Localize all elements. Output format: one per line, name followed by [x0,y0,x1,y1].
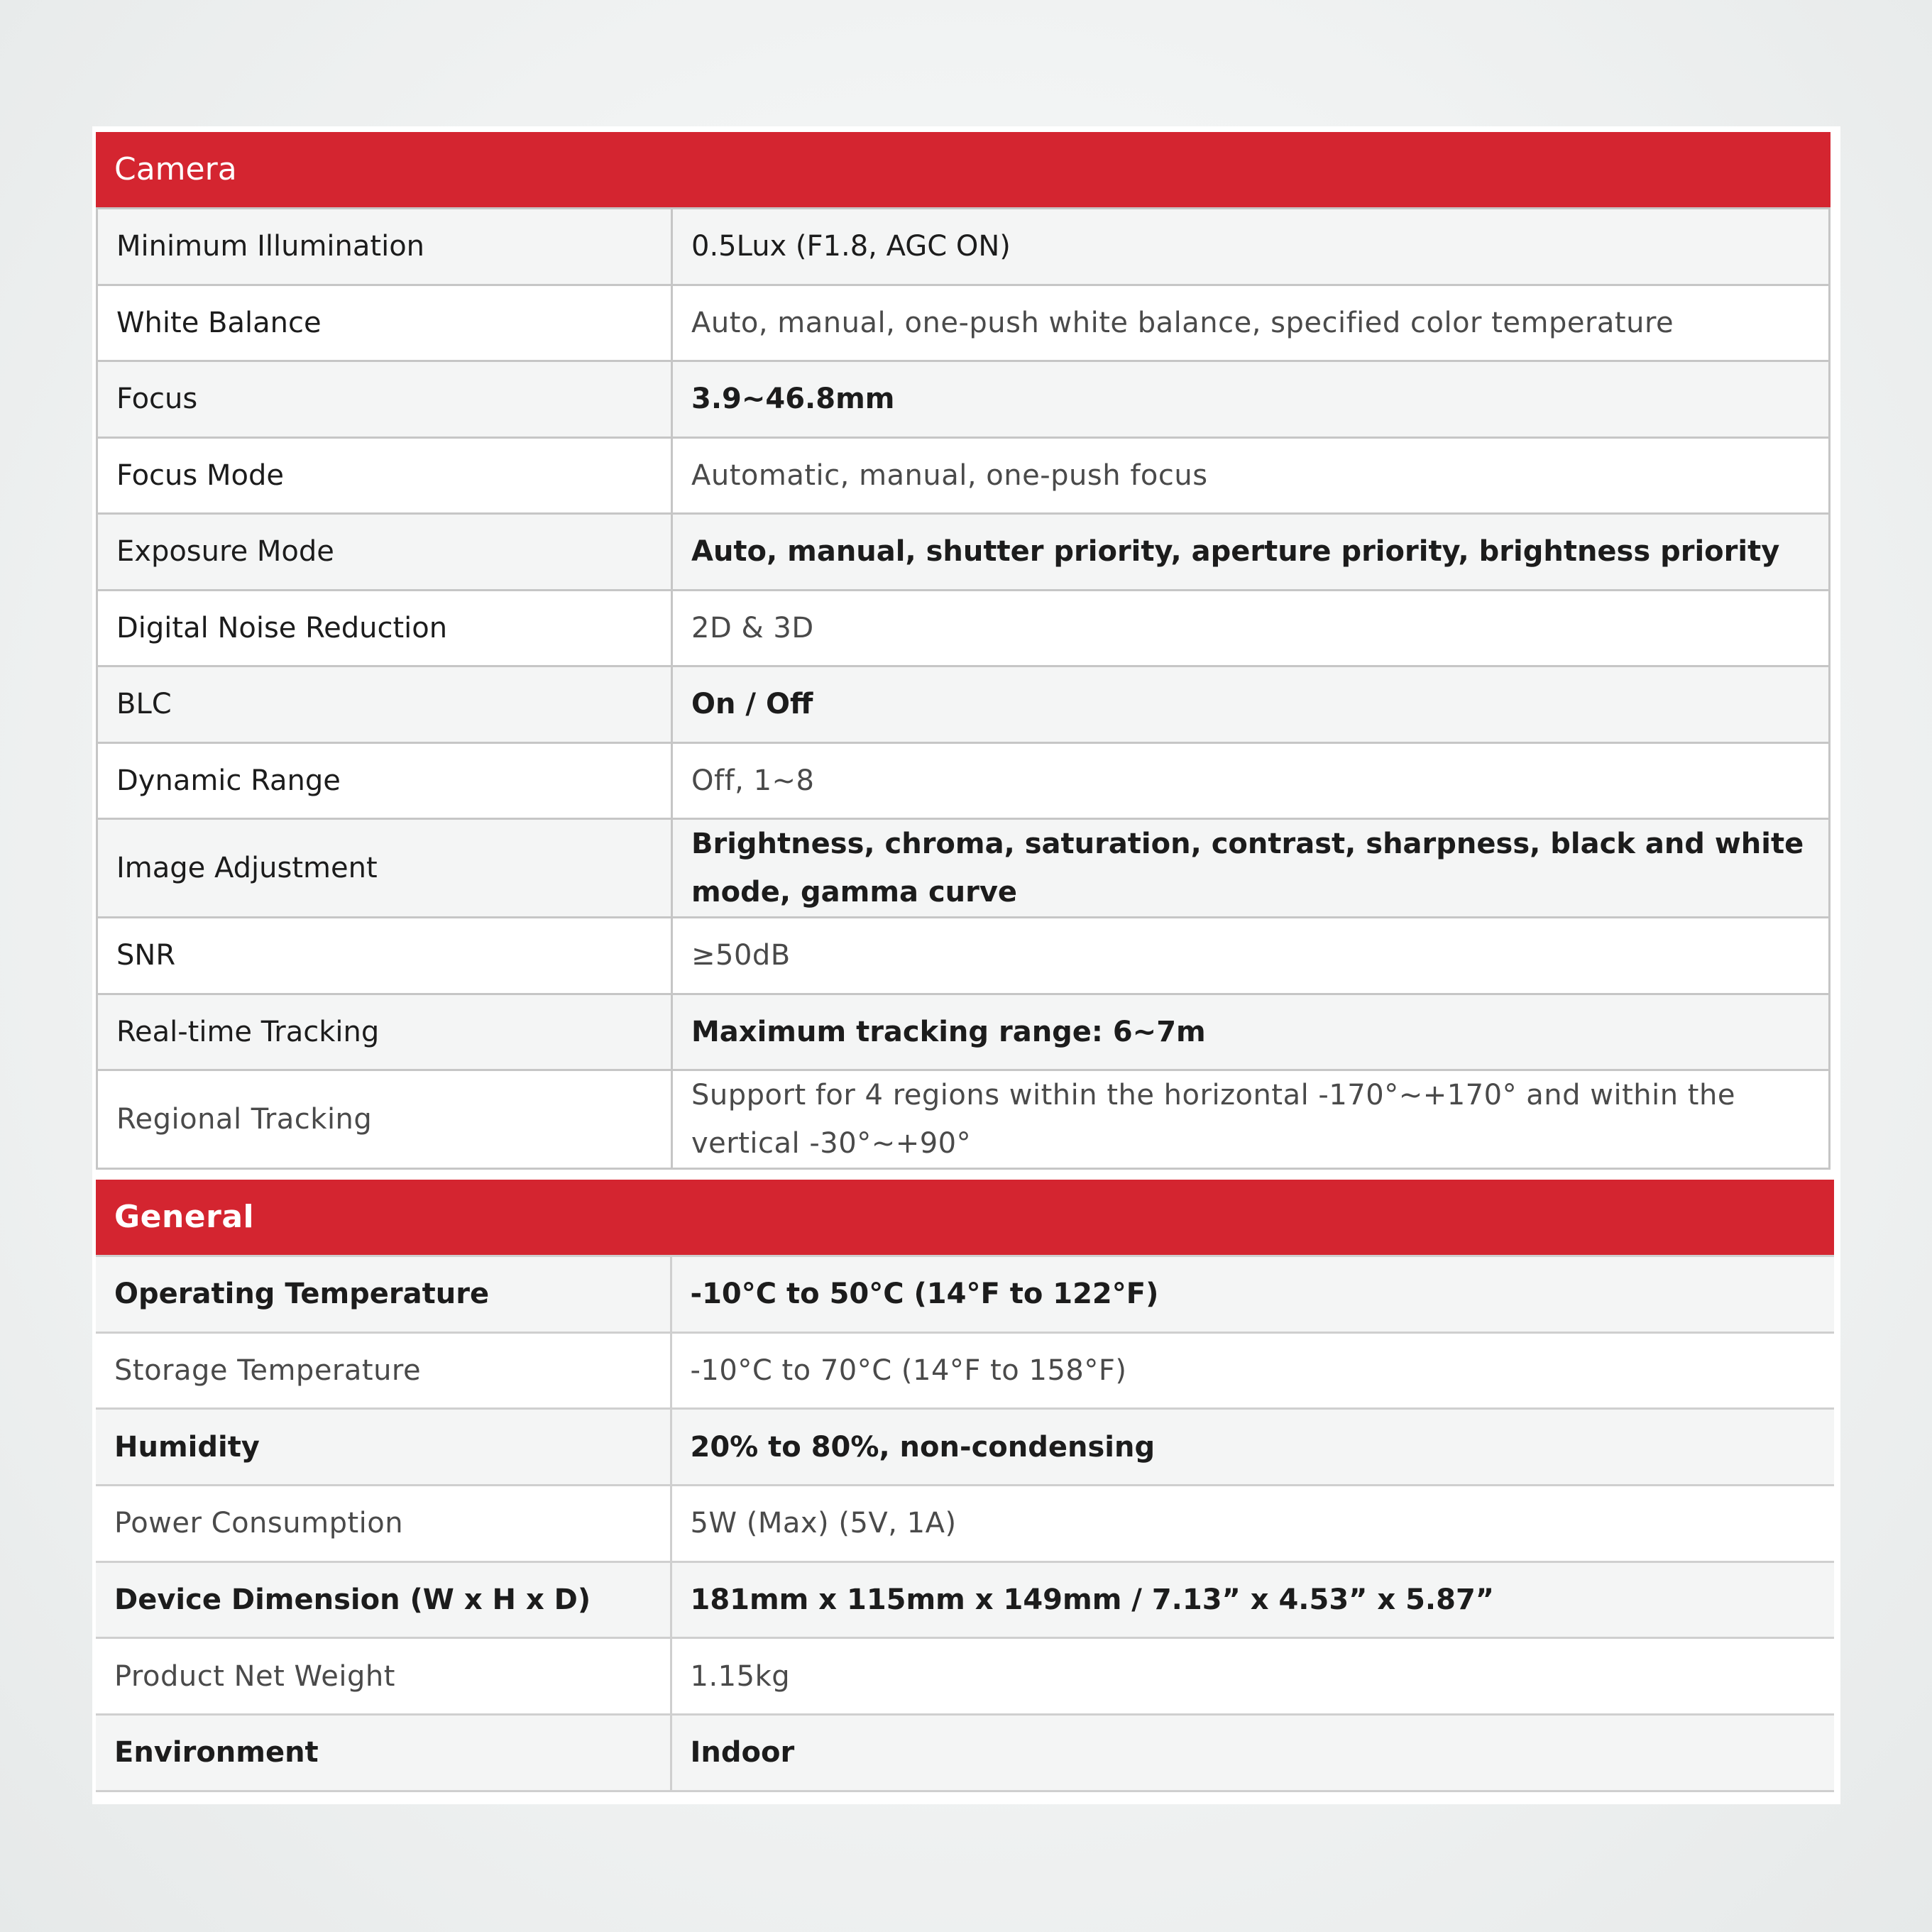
spec-value: Brightness, chroma, saturation, contrast, sharpness, black and white mode, gamma curve [672,819,1830,918]
table-row [97,361,1830,438]
table-row [97,666,1830,743]
spec-value: 20% to 80%, non-condensing [671,1409,1834,1486]
spec-label: Product Net Weight [96,1638,671,1715]
spec-label: White Balance [97,285,672,361]
spec-value: On / Off [672,666,1830,743]
table-row [97,285,1830,361]
spec-value: 0.5Lux (F1.8, AGC ON) [672,209,1830,285]
table-row [96,1332,1834,1409]
spec-value: Support for 4 regions within the horizontal -170°~+170° and within the vertical -30°~+90° [672,1070,1830,1169]
spec-label: Focus [97,361,672,438]
spec-label: Image Adjustment [97,819,672,918]
spec-value: Auto, manual, one-push white balance, specified color temperature [672,285,1830,361]
spec-label: Environment [96,1715,671,1791]
spec-label: Humidity [96,1409,671,1486]
table-row [97,590,1830,666]
general-spec-table [96,1255,1834,1792]
spec-value: 2D & 3D [672,590,1830,666]
table-row [97,994,1830,1070]
spec-label: Storage Temperature [96,1332,671,1409]
table-row [96,1486,1834,1562]
spec-label: Power Consumption [96,1486,671,1562]
spec-label: Operating Temperature [96,1256,671,1333]
general-section [96,1180,1834,1792]
table-row [97,209,1830,285]
spec-value: -10°C to 70°C (14°F to 158°F) [671,1332,1834,1409]
spec-value: 3.9~46.8mm [672,361,1830,438]
spec-label: Minimum Illumination [97,209,672,285]
table-row [97,819,1830,918]
spec-label: Device Dimension (W x H x D) [96,1561,671,1638]
section-header-general: General [96,1180,1834,1255]
spec-value: Indoor [671,1715,1834,1791]
spec-label: BLC [97,666,672,743]
spec-value: -10°C to 50°C (14°F to 122°F) [671,1256,1834,1333]
table-row [97,918,1830,994]
spec-sheet-card [92,126,1840,1804]
spec-label: Exposure Mode [97,514,672,591]
table-row [97,514,1830,591]
spec-label: Regional Tracking [97,1070,672,1169]
spec-label: Digital Noise Reduction [97,590,672,666]
spec-value: Maximum tracking range: 6~7m [672,994,1830,1070]
spec-value: Off, 1~8 [672,742,1830,819]
spec-label: SNR [97,918,672,994]
section-header-camera: Camera [96,132,1831,207]
spec-value: 5W (Max) (5V, 1A) [671,1486,1834,1562]
table-row [96,1715,1834,1791]
camera-section [96,132,1831,1170]
spec-value: 181mm x 115mm x 149mm / 7.13” x 4.53” x 5.87” [671,1561,1834,1638]
spec-value: Automatic, manual, one-push focus [672,437,1830,514]
table-row [97,742,1830,819]
table-row [96,1638,1834,1715]
spec-label: Real-time Tracking [97,994,672,1070]
camera-spec-table [96,207,1831,1170]
spec-label: Dynamic Range [97,742,672,819]
spec-value: 1.15kg [671,1638,1834,1715]
table-row [97,437,1830,514]
spec-label: Focus Mode [97,437,672,514]
table-row [97,1070,1830,1169]
table-row [96,1256,1834,1333]
table-row [96,1409,1834,1486]
spec-value: ≥50dB [672,918,1830,994]
spec-value: Auto, manual, shutter priority, aperture priority, brightness priority [672,514,1830,591]
table-row [96,1561,1834,1638]
